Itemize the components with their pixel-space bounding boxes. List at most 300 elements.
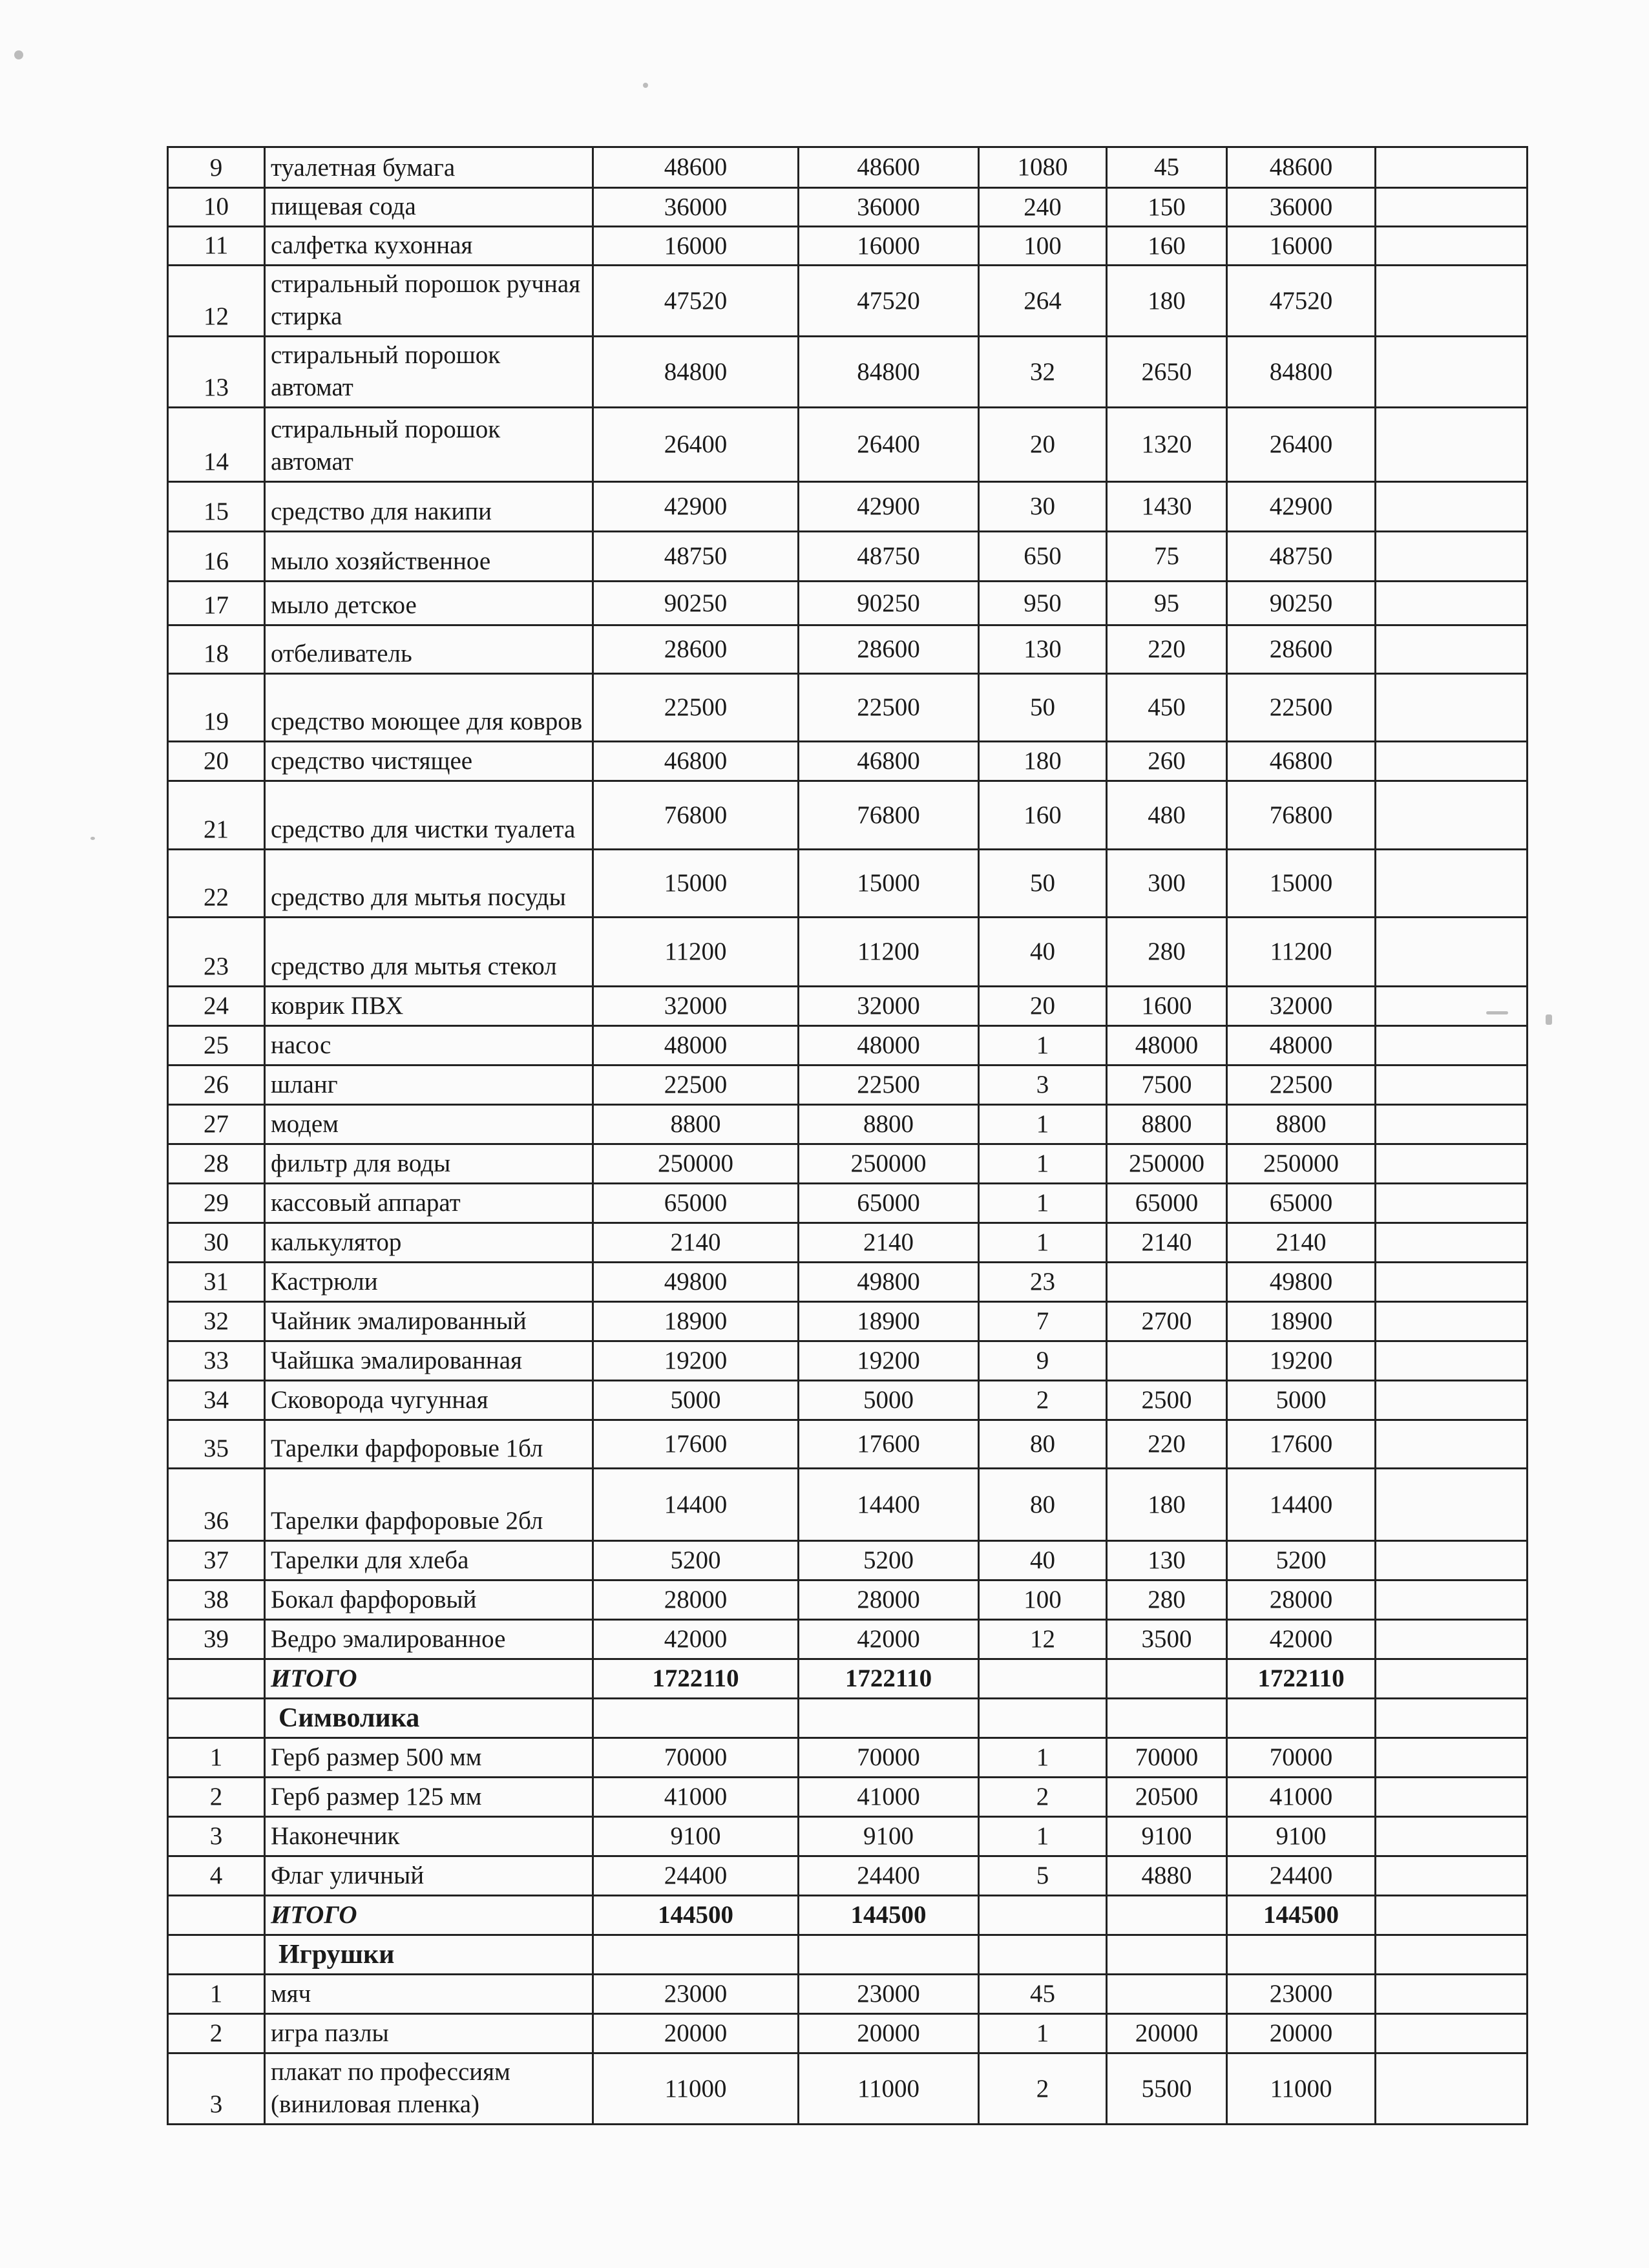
empty-cell — [1376, 1144, 1528, 1184]
amount-col-2: 22500 — [799, 1066, 979, 1105]
row-number: 18 — [168, 625, 265, 674]
row-number: 34 — [168, 1381, 265, 1420]
amount-col-2: 250000 — [799, 1144, 979, 1184]
amount-col-3: 48600 — [1227, 147, 1376, 188]
amount-col-1: 18900 — [593, 1302, 799, 1341]
item-name: Тарелки фарфоровые 1бл — [265, 1420, 593, 1469]
amount-col-1: 17600 — [593, 1420, 799, 1469]
empty-cell — [1376, 918, 1528, 987]
item-name: Флаг уличный — [265, 1856, 593, 1896]
amount-col-3: 28000 — [1227, 1580, 1376, 1620]
row-number: 1 — [168, 1975, 265, 2014]
amount-col-2: 18900 — [799, 1302, 979, 1341]
empty-cell — [1376, 532, 1528, 582]
amount-col-2: 16000 — [799, 227, 979, 266]
table-row — [168, 1778, 1528, 1817]
table-row — [168, 408, 1528, 482]
amount-col-3: 70000 — [1227, 1738, 1376, 1778]
table-row — [168, 1620, 1528, 1659]
item-name: Бокал фарфоровый — [265, 1580, 593, 1620]
item-name: Символика — [265, 1699, 593, 1738]
quantity: 1 — [979, 1144, 1107, 1184]
table-row — [168, 781, 1528, 850]
row-number: 4 — [168, 1856, 265, 1896]
unit-price: 65000 — [1107, 1184, 1227, 1223]
empty-cell — [1376, 1184, 1528, 1223]
amount-col-1: 8800 — [593, 1105, 799, 1144]
quantity: 5 — [979, 1856, 1107, 1896]
amount-col-3: 22500 — [1227, 1066, 1376, 1105]
scan-speck — [1546, 1014, 1552, 1025]
item-name: средство для мытья посуды — [265, 850, 593, 918]
unit-price: 1430 — [1107, 482, 1227, 532]
amount-col-1 — [593, 1935, 799, 1975]
amount-col-1: 16000 — [593, 227, 799, 266]
amount-col-1: 76800 — [593, 781, 799, 850]
table-row — [168, 188, 1528, 227]
table-row — [168, 582, 1528, 625]
expense-table — [167, 146, 1528, 2125]
empty-cell — [1376, 1778, 1528, 1817]
unit-price: 75 — [1107, 532, 1227, 582]
empty-cell — [1376, 227, 1528, 266]
empty-cell — [1376, 1975, 1528, 2014]
amount-col-1: 22500 — [593, 674, 799, 742]
amount-col-3: 9100 — [1227, 1817, 1376, 1856]
quantity: 1 — [979, 1223, 1107, 1263]
amount-col-2: 42000 — [799, 1620, 979, 1659]
empty-cell — [1376, 1659, 1528, 1699]
amount-col-2: 23000 — [799, 1975, 979, 2014]
quantity: 23 — [979, 1263, 1107, 1302]
row-number: 25 — [168, 1026, 265, 1066]
amount-col-3: 32000 — [1227, 987, 1376, 1026]
empty-cell — [1376, 1341, 1528, 1381]
amount-col-3: 90250 — [1227, 582, 1376, 625]
empty-cell — [1376, 1469, 1528, 1541]
amount-col-1: 26400 — [593, 408, 799, 482]
amount-col-2: 24400 — [799, 1856, 979, 1896]
item-name: салфетка кухонная — [265, 227, 593, 266]
item-name: Тарелки для хлеба — [265, 1541, 593, 1580]
amount-col-2: 5000 — [799, 1381, 979, 1420]
unit-price: 2140 — [1107, 1223, 1227, 1263]
amount-col-1: 144500 — [593, 1896, 799, 1935]
amount-col-3: 5200 — [1227, 1541, 1376, 1580]
unit-price: 70000 — [1107, 1738, 1227, 1778]
amount-col-1: 14400 — [593, 1469, 799, 1541]
quantity: 80 — [979, 1420, 1107, 1469]
amount-col-3: 20000 — [1227, 2014, 1376, 2053]
amount-col-1: 70000 — [593, 1738, 799, 1778]
amount-col-1: 5000 — [593, 1381, 799, 1420]
row-number: 15 — [168, 482, 265, 532]
amount-col-3: 65000 — [1227, 1184, 1376, 1223]
unit-price: 300 — [1107, 850, 1227, 918]
amount-col-1 — [593, 1699, 799, 1738]
amount-col-2: 42900 — [799, 482, 979, 532]
row-number: 9 — [168, 147, 265, 188]
quantity: 1 — [979, 1026, 1107, 1066]
empty-cell — [1376, 1580, 1528, 1620]
item-name: коврик ПВХ — [265, 987, 593, 1026]
unit-price: 2500 — [1107, 1381, 1227, 1420]
quantity: 240 — [979, 188, 1107, 227]
row-number: 11 — [168, 227, 265, 266]
amount-col-2: 84800 — [799, 337, 979, 408]
quantity — [979, 1659, 1107, 1699]
unit-price: 8800 — [1107, 1105, 1227, 1144]
empty-cell — [1376, 266, 1528, 337]
amount-col-2: 26400 — [799, 408, 979, 482]
amount-col-2: 144500 — [799, 1896, 979, 1935]
amount-col-2: 32000 — [799, 987, 979, 1026]
empty-cell — [1376, 1896, 1528, 1935]
table-row — [168, 850, 1528, 918]
amount-col-2: 41000 — [799, 1778, 979, 1817]
row-number: 22 — [168, 850, 265, 918]
amount-col-1: 24400 — [593, 1856, 799, 1896]
amount-col-1: 28000 — [593, 1580, 799, 1620]
amount-col-1: 48000 — [593, 1026, 799, 1066]
amount-col-1: 42000 — [593, 1620, 799, 1659]
amount-col-3: 41000 — [1227, 1778, 1376, 1817]
unit-price: 180 — [1107, 1469, 1227, 1541]
amount-col-2: 28600 — [799, 625, 979, 674]
amount-col-3: 2140 — [1227, 1223, 1376, 1263]
item-name: шланг — [265, 1066, 593, 1105]
amount-col-1: 65000 — [593, 1184, 799, 1223]
table-row — [168, 147, 1528, 188]
quantity: 40 — [979, 1541, 1107, 1580]
amount-col-3: 47520 — [1227, 266, 1376, 337]
unit-price — [1107, 1699, 1227, 1738]
quantity: 2 — [979, 1381, 1107, 1420]
table-row — [168, 532, 1528, 582]
unit-price: 1600 — [1107, 987, 1227, 1026]
table-row — [168, 1381, 1528, 1420]
unit-price — [1107, 1975, 1227, 2014]
row-number: 1 — [168, 1738, 265, 1778]
row-number: 20 — [168, 742, 265, 781]
amount-col-1: 5200 — [593, 1541, 799, 1580]
amount-col-3: 46800 — [1227, 742, 1376, 781]
empty-cell — [1376, 1223, 1528, 1263]
unit-price: 180 — [1107, 266, 1227, 337]
quantity: 2 — [979, 2053, 1107, 2125]
empty-cell — [1376, 147, 1528, 188]
row-number: 3 — [168, 2053, 265, 2125]
amount-col-1: 11000 — [593, 2053, 799, 2125]
empty-cell — [1376, 408, 1528, 482]
quantity: 1 — [979, 1105, 1107, 1144]
empty-cell — [1376, 625, 1528, 674]
amount-col-3: 84800 — [1227, 337, 1376, 408]
row-number: 30 — [168, 1223, 265, 1263]
empty-cell — [1376, 674, 1528, 742]
section-row — [168, 1699, 1528, 1738]
empty-cell — [1376, 987, 1528, 1026]
amount-col-3: 24400 — [1227, 1856, 1376, 1896]
unit-price: 160 — [1107, 227, 1227, 266]
row-number: 27 — [168, 1105, 265, 1144]
row-number: 10 — [168, 188, 265, 227]
empty-cell — [1376, 1381, 1528, 1420]
amount-col-3: 48000 — [1227, 1026, 1376, 1066]
unit-price: 480 — [1107, 781, 1227, 850]
item-name: насос — [265, 1026, 593, 1066]
empty-cell — [1376, 1699, 1528, 1738]
quantity: 1 — [979, 1817, 1107, 1856]
unit-price: 450 — [1107, 674, 1227, 742]
item-name: Ведро эмалированное — [265, 1620, 593, 1659]
item-name: средство моющее для ковров — [265, 674, 593, 742]
item-name: калькулятор — [265, 1223, 593, 1263]
amount-col-3: 42900 — [1227, 482, 1376, 532]
unit-price: 220 — [1107, 625, 1227, 674]
quantity: 12 — [979, 1620, 1107, 1659]
table-row — [168, 227, 1528, 266]
unit-price: 2700 — [1107, 1302, 1227, 1341]
row-number: 26 — [168, 1066, 265, 1105]
quantity: 20 — [979, 987, 1107, 1026]
empty-cell — [1376, 1263, 1528, 1302]
quantity: 2 — [979, 1778, 1107, 1817]
row-number: 19 — [168, 674, 265, 742]
row-number: 2 — [168, 2014, 265, 2053]
amount-col-2: 11200 — [799, 918, 979, 987]
amount-col-3: 5000 — [1227, 1381, 1376, 1420]
unit-price — [1107, 1659, 1227, 1699]
row-number: 3 — [168, 1817, 265, 1856]
table-row — [168, 2014, 1528, 2053]
total-row — [168, 1659, 1528, 1699]
amount-col-1: 90250 — [593, 582, 799, 625]
item-name: плакат по профессиям (виниловая пленка) — [265, 2053, 593, 2125]
empty-cell — [1376, 1541, 1528, 1580]
amount-col-3: 36000 — [1227, 188, 1376, 227]
item-name: стиральный порошок автомат — [265, 337, 593, 408]
amount-col-2: 49800 — [799, 1263, 979, 1302]
unit-price: 3500 — [1107, 1620, 1227, 1659]
amount-col-3: 17600 — [1227, 1420, 1376, 1469]
table-row — [168, 1066, 1528, 1105]
amount-col-2: 15000 — [799, 850, 979, 918]
item-name: средство для накипи — [265, 482, 593, 532]
row-number: 32 — [168, 1302, 265, 1341]
quantity: 650 — [979, 532, 1107, 582]
quantity: 1080 — [979, 147, 1107, 188]
unit-price: 280 — [1107, 1580, 1227, 1620]
quantity: 100 — [979, 227, 1107, 266]
quantity: 1 — [979, 2014, 1107, 2053]
table-row — [168, 987, 1528, 1026]
table-body — [168, 147, 1528, 2125]
amount-col-1: 2140 — [593, 1223, 799, 1263]
amount-col-1: 46800 — [593, 742, 799, 781]
quantity — [979, 1935, 1107, 1975]
item-name: Герб размер 500 мм — [265, 1738, 593, 1778]
scan-speck — [1486, 1011, 1508, 1014]
unit-price — [1107, 1341, 1227, 1381]
amount-col-2: 1722110 — [799, 1659, 979, 1699]
row-number: 16 — [168, 532, 265, 582]
quantity: 100 — [979, 1580, 1107, 1620]
unit-price: 220 — [1107, 1420, 1227, 1469]
empty-cell — [1376, 2053, 1528, 2125]
unit-price: 95 — [1107, 582, 1227, 625]
amount-col-3: 250000 — [1227, 1144, 1376, 1184]
amount-col-3: 14400 — [1227, 1469, 1376, 1541]
amount-col-3: 19200 — [1227, 1341, 1376, 1381]
row-number: 28 — [168, 1144, 265, 1184]
scan-speck — [14, 50, 23, 59]
empty-cell — [1376, 1420, 1528, 1469]
scan-speck — [643, 83, 648, 88]
amount-col-3: 15000 — [1227, 850, 1376, 918]
amount-col-3: 26400 — [1227, 408, 1376, 482]
row-number — [168, 1935, 265, 1975]
empty-cell — [1376, 2014, 1528, 2053]
amount-col-2: 90250 — [799, 582, 979, 625]
empty-cell — [1376, 742, 1528, 781]
unit-price: 20000 — [1107, 2014, 1227, 2053]
unit-price: 1320 — [1107, 408, 1227, 482]
item-name: Кастрюли — [265, 1263, 593, 1302]
amount-col-2: 46800 — [799, 742, 979, 781]
unit-price: 45 — [1107, 147, 1227, 188]
item-name: средство чистящее — [265, 742, 593, 781]
amount-col-2: 11000 — [799, 2053, 979, 2125]
row-number — [168, 1699, 265, 1738]
quantity — [979, 1896, 1107, 1935]
amount-col-1: 250000 — [593, 1144, 799, 1184]
unit-price — [1107, 1263, 1227, 1302]
amount-col-1: 36000 — [593, 188, 799, 227]
amount-col-1: 49800 — [593, 1263, 799, 1302]
scan-speck — [90, 837, 95, 840]
amount-col-1: 48600 — [593, 147, 799, 188]
unit-price: 280 — [1107, 918, 1227, 987]
item-name: Наконечник — [265, 1817, 593, 1856]
item-name: пищевая сода — [265, 188, 593, 227]
quantity: 1 — [979, 1738, 1107, 1778]
amount-col-2: 17600 — [799, 1420, 979, 1469]
unit-price: 7500 — [1107, 1066, 1227, 1105]
unit-price: 130 — [1107, 1541, 1227, 1580]
row-number: 17 — [168, 582, 265, 625]
empty-cell — [1376, 582, 1528, 625]
amount-col-2: 76800 — [799, 781, 979, 850]
amount-col-2: 36000 — [799, 188, 979, 227]
empty-cell — [1376, 337, 1528, 408]
amount-col-3: 76800 — [1227, 781, 1376, 850]
quantity: 80 — [979, 1469, 1107, 1541]
table-row — [168, 482, 1528, 532]
unit-price: 2650 — [1107, 337, 1227, 408]
row-number: 36 — [168, 1469, 265, 1541]
amount-col-1: 42900 — [593, 482, 799, 532]
amount-col-2: 5200 — [799, 1541, 979, 1580]
amount-col-2 — [799, 1935, 979, 1975]
item-name: мыло детское — [265, 582, 593, 625]
row-number: 12 — [168, 266, 265, 337]
amount-col-2: 28000 — [799, 1580, 979, 1620]
unit-price: 48000 — [1107, 1026, 1227, 1066]
table-row — [168, 674, 1528, 742]
table-row — [168, 266, 1528, 337]
row-number: 37 — [168, 1541, 265, 1580]
empty-cell — [1376, 1738, 1528, 1778]
table-row — [168, 1420, 1528, 1469]
unit-price: 4880 — [1107, 1856, 1227, 1896]
amount-col-1: 20000 — [593, 2014, 799, 2053]
item-name: Игрушки — [265, 1935, 593, 1975]
table-row — [168, 1469, 1528, 1541]
table-row — [168, 1738, 1528, 1778]
amount-col-3: 22500 — [1227, 674, 1376, 742]
amount-col-2: 48750 — [799, 532, 979, 582]
amount-col-1: 28600 — [593, 625, 799, 674]
amount-col-2: 8800 — [799, 1105, 979, 1144]
item-name: Чайшка эмалированная — [265, 1341, 593, 1381]
amount-col-1: 1722110 — [593, 1659, 799, 1699]
item-name: стиральный порошок ручная стирка — [265, 266, 593, 337]
table-row — [168, 1302, 1528, 1341]
amount-col-2: 70000 — [799, 1738, 979, 1778]
empty-cell — [1376, 1105, 1528, 1144]
item-name: мяч — [265, 1975, 593, 2014]
row-number: 31 — [168, 1263, 265, 1302]
amount-col-2: 9100 — [799, 1817, 979, 1856]
quantity: 950 — [979, 582, 1107, 625]
unit-price: 260 — [1107, 742, 1227, 781]
quantity: 50 — [979, 850, 1107, 918]
unit-price: 150 — [1107, 188, 1227, 227]
amount-col-3: 23000 — [1227, 1975, 1376, 2014]
quantity: 9 — [979, 1341, 1107, 1381]
table-row — [168, 742, 1528, 781]
quantity: 45 — [979, 1975, 1107, 2014]
item-name: средство для мытья стекол — [265, 918, 593, 987]
table-row — [168, 1580, 1528, 1620]
unit-price — [1107, 1896, 1227, 1935]
table-row — [168, 1105, 1528, 1144]
empty-cell — [1376, 1856, 1528, 1896]
quantity: 160 — [979, 781, 1107, 850]
row-number: 23 — [168, 918, 265, 987]
table-row — [168, 337, 1528, 408]
amount-col-2: 48000 — [799, 1026, 979, 1066]
amount-col-1: 9100 — [593, 1817, 799, 1856]
item-name: мыло хозяйственное — [265, 532, 593, 582]
quantity: 130 — [979, 625, 1107, 674]
quantity: 50 — [979, 674, 1107, 742]
table-row — [168, 1856, 1528, 1896]
quantity: 264 — [979, 266, 1107, 337]
table-row — [168, 2053, 1528, 2125]
amount-col-3: 48750 — [1227, 532, 1376, 582]
amount-col-1: 23000 — [593, 1975, 799, 2014]
table-row — [168, 1817, 1528, 1856]
item-name: Тарелки фарфоровые 2бл — [265, 1469, 593, 1541]
amount-col-3: 11000 — [1227, 2053, 1376, 2125]
item-name: Чайник эмалированный — [265, 1302, 593, 1341]
amount-col-3: 16000 — [1227, 227, 1376, 266]
amount-col-2: 48600 — [799, 147, 979, 188]
item-name: стиральный порошок автомат — [265, 408, 593, 482]
quantity: 180 — [979, 742, 1107, 781]
